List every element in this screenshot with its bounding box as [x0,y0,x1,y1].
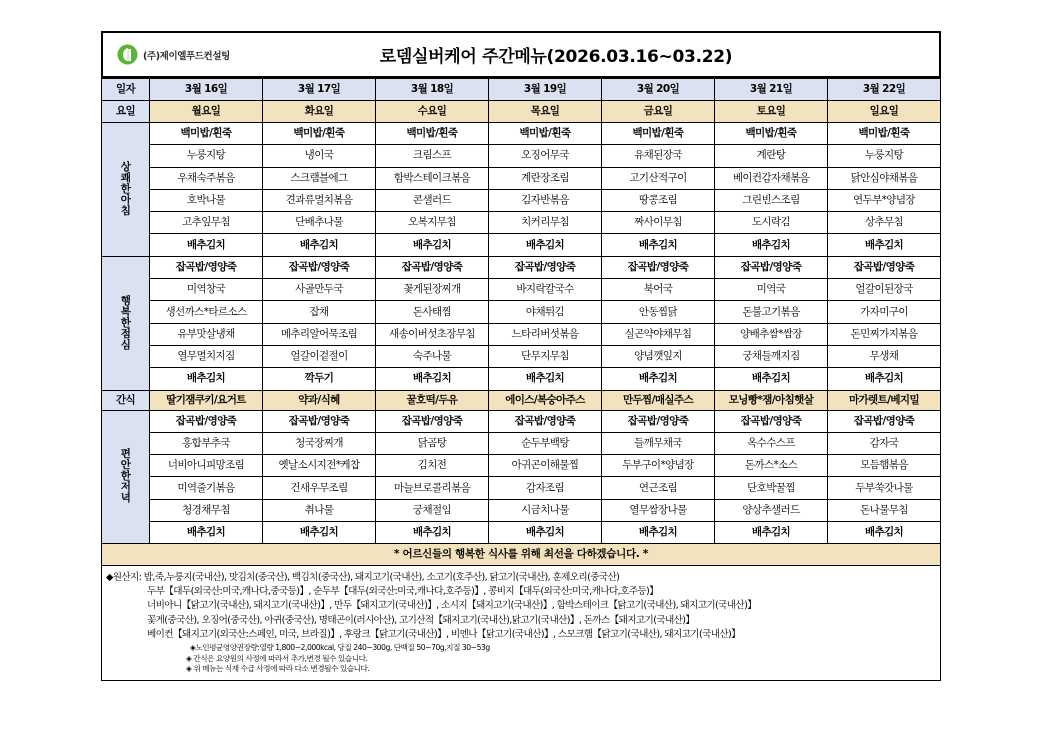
breakfast-row [102,212,941,234]
lunch-dish-6-3: 돈민찌가지볶음 [828,323,941,345]
weekly-menu-table [101,78,941,566]
snack-cell-0: 딸기잼쿠키/요거트 [150,390,263,410]
breakfast-dish-0-2: 우채숙주볶음 [150,167,263,189]
origin-line-2: 너비아니【닭고기(국내산), 돼지고기(국내산)】, 만두【돼지고기(국내산)】, 소시지【돼지고기(국내산)】, 함박스테이크【닭고기(국내산), 돼지고기(국내산)】 [147,600,757,612]
date-cell-0: 3월 16일 [150,79,263,101]
weekday-cell-6: 일요일 [828,101,941,123]
dinner-row [102,477,941,499]
breakfast-dish-1-0: 백미밥/흰죽 [263,123,376,145]
snack-cell-3: 에이스/복숭아주스 [489,390,602,410]
lunch-dish-2-3: 새송이버섯초장무침 [376,323,489,345]
breakfast-dish-3-3: 김자반볶음 [489,189,602,211]
dinner-dish-1-1: 청국장찌개 [263,432,376,454]
lunch-dish-3-5: 배추김치 [489,368,602,390]
dinner-dish-4-1: 들깨무채국 [602,432,715,454]
dinner-dish-6-5: 배추김치 [828,522,941,544]
origin-line-0: ◆원산지: 밥,죽,누룽지(국내산), 맛김치(중국산), 백김치(중국산), 돼지고기(국내산), 소고기(호주산), 닭고기(국내산), 훈제오리(중국산) [106,571,620,583]
lunch-row [102,368,941,390]
dinner-dish-5-3: 단호박꿀찜 [715,477,828,499]
lunch-dish-0-2: 생선까스*타르소스 [150,301,263,323]
breakfast-dish-1-4: 단배추나물 [263,212,376,234]
dinner-dish-0-3: 미역줄기볶음 [150,477,263,499]
snack-cell-4: 만두찜/매실주스 [602,390,715,410]
breakfast-dish-4-3: 땅콩조림 [602,189,715,211]
dinner-dish-3-0: 잡곡밥/영양죽 [489,410,602,432]
breakfast-dish-4-1: 유채된장국 [602,145,715,167]
lunch-dish-0-0: 잡곡밥/영양죽 [150,256,263,278]
dinner-dish-5-0: 잡곡밥/영양죽 [715,410,828,432]
lunch-row [102,323,941,345]
breakfast-dish-0-0: 백미밥/흰죽 [150,123,263,145]
dinner-dish-4-5: 배추김치 [602,522,715,544]
lunch-dish-5-1: 미역국 [715,279,828,301]
breakfast-dish-0-4: 고추잎무침 [150,212,263,234]
dinner-row [102,432,941,454]
dinner-dish-2-4: 궁채절임 [376,499,489,521]
dinner-dish-3-1: 순두부백탕 [489,432,602,454]
date-cell-2: 3월 18일 [376,79,489,101]
lunch-dish-6-5: 배추김치 [828,368,941,390]
dinner-dish-0-0: 잡곡밥/영양죽 [150,410,263,432]
dinner-dish-0-4: 청경채무침 [150,499,263,521]
dinner-dish-2-3: 마늘브로콜리볶음 [376,477,489,499]
date-cell-4: 3월 20일 [602,79,715,101]
breakfast-dish-6-3: 연두부*양념장 [828,189,941,211]
lunch-dish-2-2: 돈사태찜 [376,301,489,323]
breakfast-dish-6-2: 닭안심야채볶음 [828,167,941,189]
dinner-dish-3-3: 감자조림 [489,477,602,499]
lunch-dish-0-4: 열무멸치지짐 [150,345,263,367]
origin-note-0: ◈노인평균영양권장량:열량 1,800~2,000kcal, 당질 240~300g, 단백질 50~70g,지질 30~53g [190,642,490,652]
dinner-dish-0-2: 너비아니피망조림 [150,455,263,477]
breakfast-dish-2-1: 크림스프 [376,145,489,167]
breakfast-row [102,145,941,167]
lunch-dish-5-0: 잡곡밥/영양죽 [715,256,828,278]
lunch-dish-2-5: 배추김치 [376,368,489,390]
lunch-dish-6-0: 잡곡밥/영양죽 [828,256,941,278]
breakfast-dish-2-2: 함박스테이크볶음 [376,167,489,189]
brand-name: (주)제이엘푸드컨설팅 [143,50,230,62]
weekday-cell-3: 목요일 [489,101,602,123]
snack-label: 간식 [102,390,150,410]
lunch-dish-1-4: 얼갈이겉절이 [263,345,376,367]
lunch-dish-4-1: 북어국 [602,279,715,301]
weekday-header-row [102,101,941,123]
breakfast-dish-5-1: 계란탕 [715,145,828,167]
dinner-row [102,410,941,432]
breakfast-dish-3-4: 치커리무침 [489,212,602,234]
lunch-dish-4-4: 양념깻잎지 [602,345,715,367]
breakfast-dish-4-4: 짜사이무침 [602,212,715,234]
dinner-dish-5-4: 양상추샐러드 [715,499,828,521]
dinner-dish-0-5: 배추김치 [150,522,263,544]
dinner-row [102,455,941,477]
lunch-row [102,301,941,323]
weekday-cell-1: 화요일 [263,101,376,123]
dinner-dish-5-5: 배추김치 [715,522,828,544]
weekday-cell-2: 수요일 [376,101,489,123]
snack-cell-6: 마가렛트/베지밀 [828,390,941,410]
lunch-dish-3-0: 잡곡밥/영양죽 [489,256,602,278]
page-title: 로뎀실버케어 주간메뉴(2026.03.16~03.22) [379,47,733,67]
breakfast-dish-0-1: 누룽지탕 [150,145,263,167]
dinner-label: 편 안 한 저 녁 [102,410,150,544]
dinner-dish-1-4: 취나물 [263,499,376,521]
breakfast-label: 상 쾌 한 아 침 [102,123,150,257]
lunch-row [102,345,941,367]
breakfast-dish-6-1: 누룽지탕 [828,145,941,167]
breakfast-row [102,167,941,189]
lunch-dish-0-5: 배추김치 [150,368,263,390]
jl-leaf-logo-icon [117,44,138,65]
dinner-row [102,499,941,521]
dinner-dish-2-2: 김치전 [376,455,489,477]
weekday-cell-5: 토요일 [715,101,828,123]
date-cell-6: 3월 22일 [828,79,941,101]
lunch-dish-3-1: 바지락칼국수 [489,279,602,301]
lunch-dish-0-1: 미역창국 [150,279,263,301]
breakfast-row [102,234,941,256]
breakfast-dish-1-2: 스크램블에그 [263,167,376,189]
breakfast-dish-6-5: 배추김치 [828,234,941,256]
dinner-dish-1-0: 잡곡밥/영양죽 [263,410,376,432]
lunch-dish-1-2: 잡채 [263,301,376,323]
origin-note-1: ◈ 간식은 요양원의 사정에 따라서 추가,변경 될수 있습니다. [186,653,368,663]
lunch-dish-4-2: 안동찜닭 [602,301,715,323]
lunch-row [102,279,941,301]
dinner-dish-2-0: 잡곡밥/영양죽 [376,410,489,432]
breakfast-dish-6-0: 백미밥/흰죽 [828,123,941,145]
breakfast-dish-5-4: 도시락김 [715,212,828,234]
snack-cell-5: 모닝빵*잼/아침햇살 [715,390,828,410]
lunch-dish-5-2: 돈불고기볶음 [715,301,828,323]
breakfast-dish-0-3: 호박나물 [150,189,263,211]
dinner-dish-1-2: 옛날소시지전*케찹 [263,455,376,477]
origin-note-2: ◈ 위 메뉴는 식재 수급 사정에 따라 다소 변경될수 있습니다. [186,664,370,674]
dinner-dish-1-3: 건새우무조림 [263,477,376,499]
snack-row [102,390,941,410]
breakfast-dish-2-0: 백미밥/흰죽 [376,123,489,145]
weekday-row-label: 요일 [102,101,150,123]
lunch-dish-2-1: 꽃게된장찌개 [376,279,489,301]
breakfast-dish-1-5: 배추김치 [263,234,376,256]
lunch-dish-4-5: 배추김치 [602,368,715,390]
breakfast-dish-2-3: 콘샐러드 [376,189,489,211]
dinner-dish-0-1: 홍합부추국 [150,432,263,454]
date-cell-5: 3월 21일 [715,79,828,101]
dinner-dish-4-4: 열무쌈장나물 [602,499,715,521]
lunch-dish-6-4: 무생채 [828,345,941,367]
lunch-dish-3-4: 단무지무침 [489,345,602,367]
lunch-dish-6-1: 얼갈이된장국 [828,279,941,301]
notice-row [102,544,941,566]
dinner-dish-3-2: 아귀곤이해물찜 [489,455,602,477]
lunch-dish-5-4: 궁채들깨지짐 [715,345,828,367]
origin-line-3: 꽃게(중국산), 오징어(중국산), 아귀(중국산), 명태곤이(러시아산), 고기산적【돼지고기(국내산),닭고기(국내산)】, 돈까스【돼지고기(국내산)】 [147,614,695,626]
weekday-cell-0: 월요일 [150,101,263,123]
origin-line-4: 베이컨【돼지고기(외국산:스페인, 미국, 브라질)】, 후랑크【닭고기(국내산)】, 비엔나【닭고기(국내산)】, 스모크햄【닭고기(국내산), 돼지고기(국내산)】 [147,629,741,641]
breakfast-dish-3-5: 배추김치 [489,234,602,256]
breakfast-dish-5-2: 베이컨감자채볶음 [715,167,828,189]
notice-text: * 어르신들의 행복한 식사를 위해 최선을 다하겠습니다. * [102,544,941,566]
lunch-label: 행 복 한 점 심 [102,256,150,390]
breakfast-dish-4-5: 배추김치 [602,234,715,256]
lunch-dish-2-4: 숙주나물 [376,345,489,367]
dinner-dish-2-1: 닭곰탕 [376,432,489,454]
lunch-dish-1-3: 메추리알어묵조림 [263,323,376,345]
breakfast-dish-2-5: 배추김치 [376,234,489,256]
origin-line-1: 두부【대두(외국산:미국,캐나다,중국등)】, 순두부【대두(외국산:미국,캐나다,호주등)】, 콩비지【대두(외국산:미국,캐나다,호주등)】 [147,586,659,598]
lunch-row [102,256,941,278]
lunch-dish-1-1: 사골만두국 [263,279,376,301]
origin-info-block [101,566,941,680]
breakfast-dish-3-2: 계란장조림 [489,167,602,189]
snack-cell-1: 약과/식혜 [263,390,376,410]
lunch-dish-0-3: 유부맛살냉채 [150,323,263,345]
dinner-dish-6-4: 돈나물무침 [828,499,941,521]
dinner-dish-3-5: 배추김치 [489,522,602,544]
dinner-dish-4-2: 두부구이*양념장 [602,455,715,477]
dinner-dish-4-0: 잡곡밥/영양죽 [602,410,715,432]
date-row-label: 일자 [102,79,150,101]
sheet-header [101,31,941,78]
breakfast-dish-5-5: 배추김치 [715,234,828,256]
snack-cell-2: 꿀호떡/두유 [376,390,489,410]
dinner-dish-1-5: 배추김치 [263,522,376,544]
lunch-dish-5-5: 배추김치 [715,368,828,390]
breakfast-row [102,189,941,211]
breakfast-dish-5-0: 백미밥/흰죽 [715,123,828,145]
dinner-dish-6-0: 잡곡밥/영양죽 [828,410,941,432]
dinner-dish-2-5: 배추김치 [376,522,489,544]
breakfast-row [102,123,941,145]
weekly-menu-sheet [101,31,941,681]
dinner-row [102,522,941,544]
lunch-dish-4-3: 실곤약야채무침 [602,323,715,345]
weekday-cell-4: 금요일 [602,101,715,123]
lunch-dish-2-0: 잡곡밥/영양죽 [376,256,489,278]
dinner-dish-6-1: 감자국 [828,432,941,454]
breakfast-dish-2-4: 오복지무침 [376,212,489,234]
breakfast-dish-4-2: 고기산적구이 [602,167,715,189]
dinner-dish-5-1: 옥수수스프 [715,432,828,454]
dinner-dish-6-3: 두부쑥갓나물 [828,477,941,499]
breakfast-dish-3-1: 오징어무국 [489,145,602,167]
breakfast-dish-6-4: 상추무침 [828,212,941,234]
breakfast-dish-3-0: 백미밥/흰죽 [489,123,602,145]
brand-block [103,44,323,65]
dinner-dish-4-3: 연근조림 [602,477,715,499]
lunch-dish-5-3: 양배추쌈*쌈장 [715,323,828,345]
breakfast-dish-4-0: 백미밥/흰죽 [602,123,715,145]
dinner-dish-3-4: 시금치나물 [489,499,602,521]
menu-table-body [102,79,941,566]
lunch-dish-3-3: 느타리버섯볶음 [489,323,602,345]
lunch-dish-3-2: 야채튀김 [489,301,602,323]
breakfast-dish-0-5: 배추김치 [150,234,263,256]
breakfast-dish-1-1: 냉이국 [263,145,376,167]
lunch-dish-4-0: 잡곡밥/영양죽 [602,256,715,278]
lunch-dish-1-0: 잡곡밥/영양죽 [263,256,376,278]
lunch-dish-1-5: 깍두기 [263,368,376,390]
date-cell-3: 3월 19일 [489,79,602,101]
dinner-dish-6-2: 모듬햄볶음 [828,455,941,477]
date-header-row [102,79,941,101]
dinner-dish-5-2: 돈까스*소스 [715,455,828,477]
breakfast-dish-1-3: 견과류멸치볶음 [263,189,376,211]
lunch-dish-6-2: 가자미구이 [828,301,941,323]
date-cell-1: 3월 17일 [263,79,376,101]
breakfast-dish-5-3: 그린빈스조림 [715,189,828,211]
